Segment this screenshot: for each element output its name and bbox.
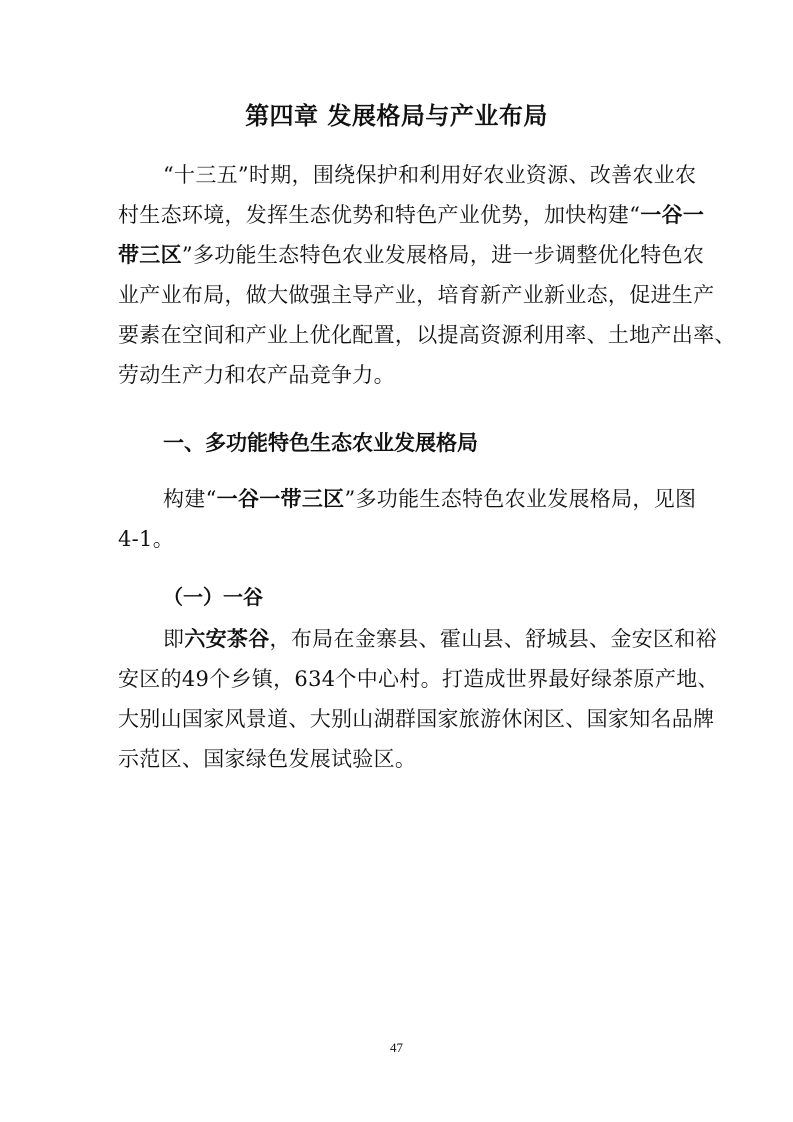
- sub-text-4: 大别山国家风景道、大别山湖群国家旅游休闲区、国家知名品牌: [118, 707, 715, 731]
- sub-para-line-3: [118, 704, 715, 734]
- section-text-2: ”多功能生态特色农业发展格局，见图: [344, 487, 697, 511]
- intro-text-5: 要素在空间和产业上优化配置，以提高资源利用率、土地产出率、: [118, 323, 736, 347]
- sub-text-5: 示范区、国家绿色发展试验区。: [118, 747, 417, 771]
- section-bold: 一谷一带三区: [216, 487, 345, 511]
- intro-line-4: [118, 280, 715, 310]
- chapter-title: 第四章 发展格局与产业布局: [245, 102, 548, 130]
- section-heading: 一、多功能特色生态农业发展格局: [163, 431, 478, 455]
- section-text-3: 4-1。: [118, 527, 175, 551]
- section-para-line-1: [163, 484, 697, 514]
- sub-para-line-2: [118, 664, 719, 694]
- sub-para-line-4: [118, 744, 678, 774]
- intro-line-3: [118, 240, 705, 270]
- sub-text-2: ，布局在金寨县、霍山县、舒城县、金安区和裕: [269, 627, 717, 651]
- intro-line-2: [118, 200, 705, 230]
- intro-line-6: [118, 360, 678, 390]
- section-para-line-2: [118, 524, 678, 554]
- sub-text-3: 安区的49个乡镇，634个中心村。打造成世界最好绿茶原产地、: [118, 667, 719, 691]
- sub-text-1: 即: [163, 627, 185, 651]
- intro-text-3: ”多功能生态特色农业发展格局，进一步调整优化特色农: [181, 243, 705, 267]
- sub-para-line-1: [163, 624, 717, 654]
- page-number: 47: [390, 1040, 403, 1055]
- intro-line-1: [163, 160, 697, 190]
- section-text-1: 构建“: [163, 487, 217, 511]
- subsection-heading: （一）一谷: [163, 585, 263, 609]
- intro-text-6: 劳动生产力和农产品竞争力。: [118, 363, 395, 387]
- intro-text-1: “十三五”时期，围绕保护和利用好农业资源、改善农业农: [163, 163, 697, 187]
- intro-bold-1: 一谷一: [640, 203, 705, 227]
- intro-text-4: 业产业布局，做大做强主导产业，培育新产业新业态，促进生产: [118, 283, 715, 307]
- intro-text-2: 村生态环境，发挥生态优势和特色产业优势，加快构建“: [118, 203, 641, 227]
- sub-bold: 六安茶谷: [184, 627, 270, 651]
- intro-line-5: [118, 320, 736, 350]
- intro-bold-2: 带三区: [118, 243, 182, 267]
